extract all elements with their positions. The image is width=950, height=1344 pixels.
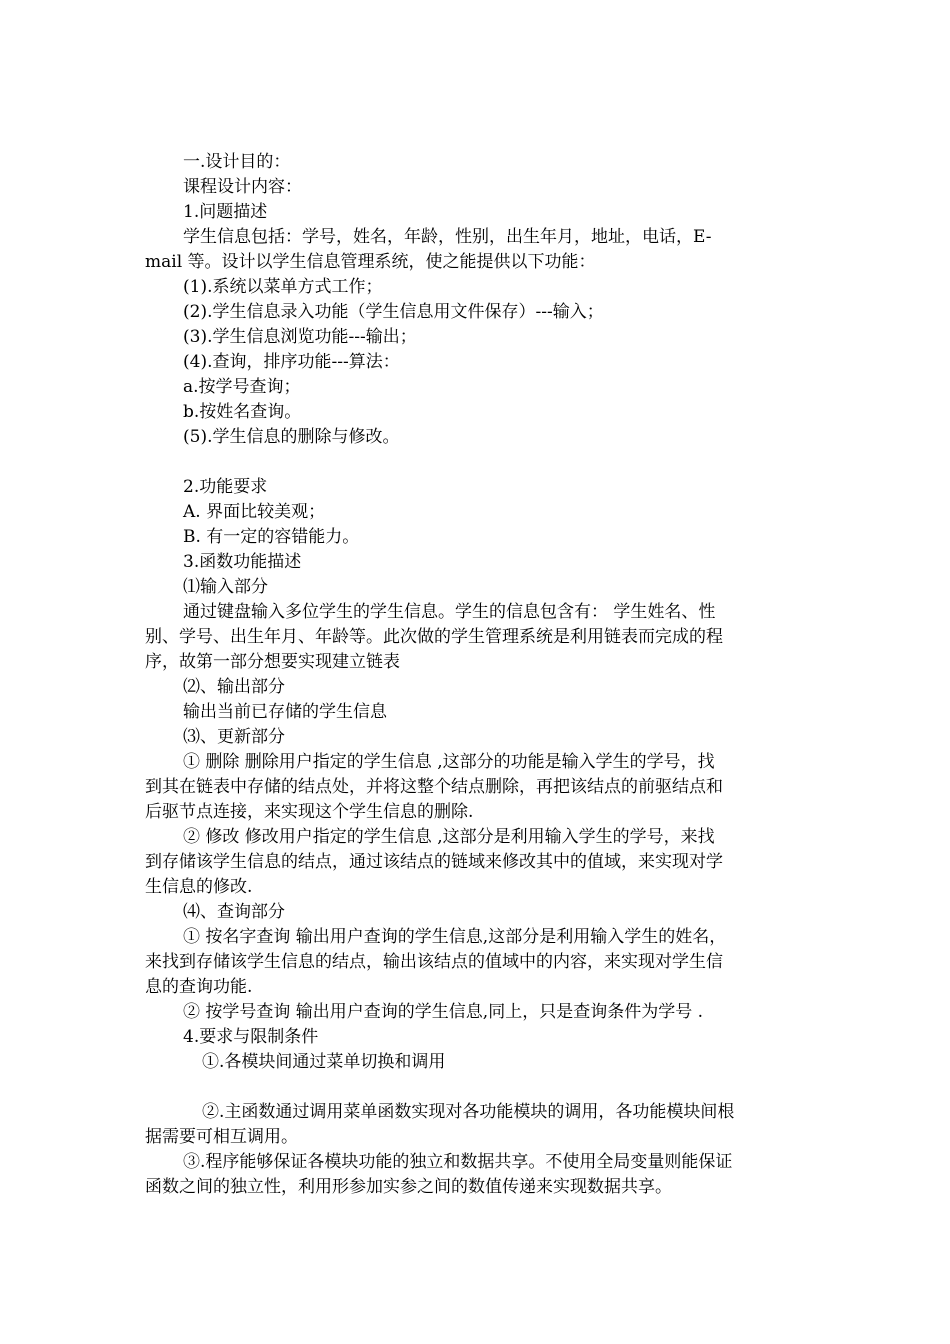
subheading-input: ⑴输入部分 (183, 577, 268, 597)
list-item: A. 界面比较美观； (183, 502, 326, 522)
heading-function-description: 3.函数功能描述 (183, 552, 302, 572)
paragraph-line: 到其在链表中存储的结点处，并将这整个结点删除，再把该结点的前驱结点和 (145, 777, 723, 797)
paragraph-line: 后驱节点连接，来实现这个学生信息的删除. (145, 802, 474, 822)
paragraph-line: ② 修改 修改用户指定的学生信息 ,这部分是利用输入学生的学号，来找 (183, 827, 715, 847)
paragraph-line: ① 删除 删除用户指定的学生信息 ,这部分的功能是输入学生的学号，找 (183, 752, 715, 772)
list-item: (4).查询，排序功能---算法： (183, 352, 400, 372)
paragraph-line: mail 等。设计以学生信息管理系统，使之能提供以下功能： (145, 252, 596, 272)
list-item: B. 有一定的容错能力。 (183, 527, 360, 547)
paragraph-line: 通过键盘输入多位学生的学生信息。学生的信息包含有： 学生姓名、性 (183, 602, 716, 622)
list-item: (2).学生信息录入功能（学生信息用文件保存）---输入； (183, 302, 604, 322)
paragraph-line: 据需要可相互调用。 (145, 1127, 298, 1147)
subheading-output: ⑵、输出部分 (183, 677, 285, 697)
heading-function-requirements: 2.功能要求 (183, 477, 268, 497)
list-item: ①.各模块间通过菜单切换和调用 (202, 1052, 446, 1072)
paragraph-line: 生信息的修改. (145, 877, 253, 897)
paragraph-line: 别、学号、出生年月、年龄等。此次做的学生管理系统是利用链表而完成的程 (145, 627, 723, 647)
paragraph-line: 函数之间的独立性，利用形参加实参之间的数值传递来实现数据共享。 (145, 1177, 672, 1197)
list-item: (5).学生信息的删除与修改。 (183, 427, 400, 447)
heading-design-purpose: 一.设计目的： (183, 152, 291, 172)
subheading-update: ⑶、更新部分 (183, 727, 285, 747)
list-item: b.按姓名查询。 (183, 402, 302, 422)
paragraph-line: ③.程序能够保证各模块功能的独立和数据共享。不使用全局变量则能保证 (183, 1152, 733, 1172)
heading-problem-description: 1.问题描述 (183, 202, 268, 222)
paragraph-line: 来找到存储该学生信息的结点，输出该结点的值域中的内容，来实现对学生信 (145, 952, 723, 972)
list-item: (1).系统以菜单方式工作； (183, 277, 383, 297)
paragraph-line: ② 按学号查询 输出用户查询的学生信息,同上，只是查询条件为学号 . (183, 1002, 704, 1022)
paragraph-line: 序，故第一部分想要实现建立链表 (145, 652, 400, 672)
paragraph-line: 息的查询功能. (145, 977, 253, 997)
paragraph-line: 学生信息包括：学号，姓名，年龄，性别，出生年月，地址，电话，E- (183, 227, 712, 247)
paragraph-line: ②.主函数通过调用菜单函数实现对各功能模块的调用，各功能模块间根 (202, 1102, 735, 1122)
paragraph-line: 到存储该学生信息的结点，通过该结点的链域来修改其中的值域，来实现对学 (145, 852, 723, 872)
heading-course-content: 课程设计内容： (183, 177, 302, 197)
paragraph-line: ① 按名字查询 输出用户查询的学生信息,这部分是利用输入学生的姓名， (183, 927, 727, 947)
subheading-query: ⑷、查询部分 (183, 902, 285, 922)
list-item: a.按学号查询； (183, 377, 301, 397)
list-item: (3).学生信息浏览功能---输出； (183, 327, 417, 347)
heading-requirements-constraints: 4.要求与限制条件 (183, 1027, 319, 1047)
paragraph-line: 输出当前已存储的学生信息 (183, 702, 387, 722)
